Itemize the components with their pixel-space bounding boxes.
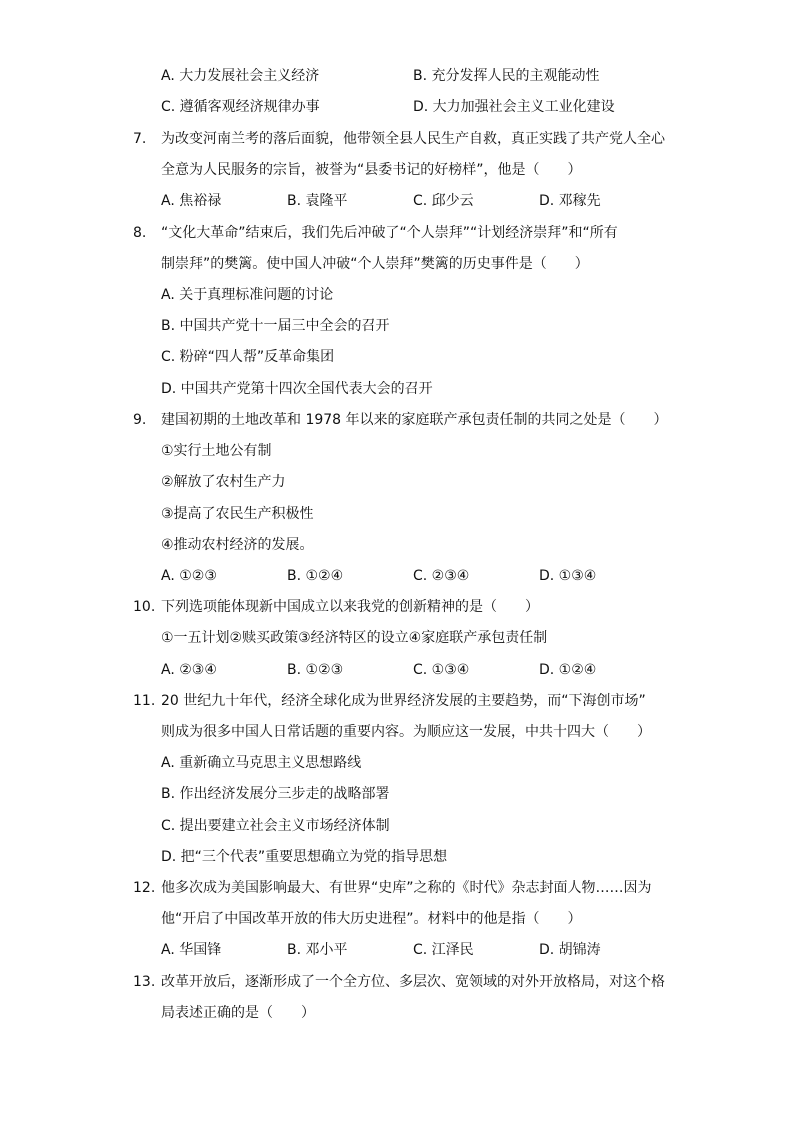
option-b: B. 邓小平 [287, 942, 348, 958]
question-text: 20 世纪九十年代，经济全球化成为世界经济发展的主要趋势，而“下海创市场” [161, 693, 646, 709]
option-b: B. 作出经济发展分三步走的战略部署 [161, 786, 390, 802]
question-text: “文化大革命”结束后，我们先后冲破了“个人崇拜”“计划经济崇拜”和“所有 [161, 225, 618, 241]
option-b: B. ①②③ [287, 662, 344, 678]
option-a: A. 重新确立马克思主义思想路线 [161, 755, 362, 771]
option-b: B. 袁隆平 [287, 193, 348, 209]
question-text: 改革开放后，逐渐形成了一个全方位、多层次、宽领域的对外开放格局，对这个格 [161, 974, 665, 990]
option-b: B. 中国共产党十一届三中全会的召开 [161, 318, 390, 334]
option-d: D. ①③④ [539, 568, 597, 584]
question-text: 局表述正确的是（ ） [161, 1005, 315, 1021]
question-text: 则成为很多中国人日常话题的重要内容。为顺应这一发展，中共十四大（ ） [161, 724, 651, 740]
statement-item: ②解放了农村生产力 [161, 474, 286, 490]
option-d: D. 胡锦涛 [539, 942, 601, 958]
option-a: A. ①②③ [161, 568, 217, 584]
option-d: D. 中国共产党第十四次全国代表大会的召开 [161, 381, 433, 397]
option-c: C. 提出要建立社会主义市场经济体制 [161, 818, 390, 834]
option-c: C. 江泽民 [413, 942, 474, 958]
statement-item: ①实行土地公有制 [161, 443, 272, 459]
statement-item: ①一五计划②赎买政策③经济特区的设立④家庭联产承包责任制 [161, 630, 548, 646]
question-text: 为改变河南兰考的落后面貌，他带领全县人民生产自救，真正实践了共产党人全心 [161, 131, 665, 147]
question-number: 7. [133, 131, 147, 147]
question-text: 他多次成为美国影响最大、有世界“史库”之称的《时代》杂志封面人物……因为 [161, 880, 652, 896]
question-text: 建国初期的土地改革和 1978 年以来的家庭联产承包责任制的共同之处是（ ） [161, 412, 668, 428]
question-number: 9. [133, 412, 147, 428]
question-text: 全意为人民服务的宗旨，被誉为“县委书记的好榜样”，他是（ ） [161, 162, 582, 178]
question-text: 制崇拜”的樊篱。使中国人冲破“个人崇拜”樊篱的历史事件是（ ） [161, 256, 589, 272]
option-b: B. ①②④ [287, 568, 344, 584]
option-c: C. 遵循客观经济规律办事 [161, 99, 320, 115]
question-number: 10. [133, 599, 156, 615]
question-text: 下列选项能体现新中国成立以来我党的创新精神的是（ ） [161, 599, 539, 615]
option-a: A. 焦裕禄 [161, 193, 222, 209]
question-number: 11. [133, 693, 156, 709]
option-a: A. 关于真理标准问题的讨论 [161, 287, 334, 303]
option-d: D. ①②④ [539, 662, 597, 678]
question-number: 12. [133, 880, 156, 896]
option-d: D. 把“三个代表”重要思想确立为党的指导思想 [161, 849, 448, 865]
question-text: 他“开启了中国改革开放的伟大历史进程”。材料中的他是指（ ） [161, 911, 582, 927]
question-number: 13. [133, 974, 156, 990]
option-c: C. ①③④ [413, 662, 470, 678]
question-number: 8. [133, 225, 147, 241]
option-c: C. 粉碎“四人帮”反革命集团 [161, 349, 335, 365]
statement-item: ④推动农村经济的发展。 [161, 537, 314, 553]
option-d: D. 大力加强社会主义工业化建设 [413, 99, 615, 115]
option-a: A. ②③④ [161, 662, 217, 678]
option-a: A. 华国锋 [161, 942, 222, 958]
option-d: D. 邓稼先 [539, 193, 601, 209]
option-c: C. 邱少云 [413, 193, 474, 209]
option-b: B. 充分发挥人民的主观能动性 [413, 68, 600, 84]
option-c: C. ②③④ [413, 568, 470, 584]
option-a: A. 大力发展社会主义经济 [161, 68, 320, 84]
statement-item: ③提高了农民生产积极性 [161, 506, 314, 522]
